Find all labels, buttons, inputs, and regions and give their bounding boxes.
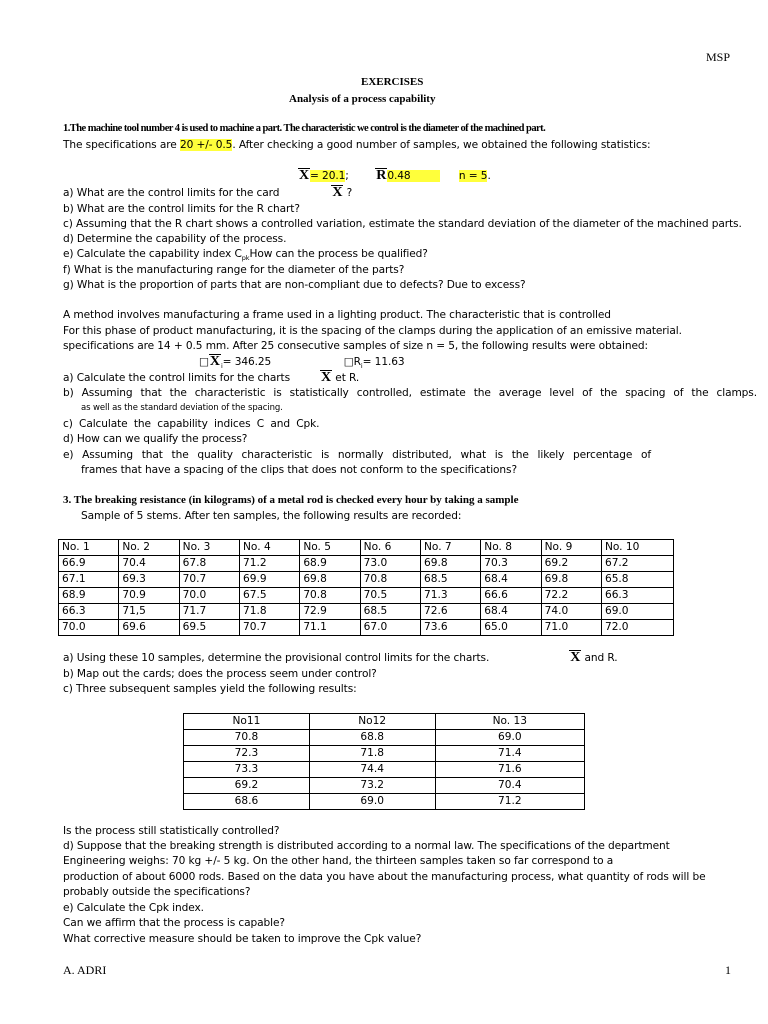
ex3-after-5: probably outside the specifications? [63,886,251,898]
table-header-row [59,540,674,556]
page-subtitle: Analysis of a process capability [289,93,436,105]
ex3-question-a-end: and R. [581,652,618,664]
table-cell: 68.9 [59,588,119,604]
samples-table-1 [58,539,674,636]
table-cell: 69.0 [309,794,435,810]
ex3-after-3: Engineering weighs: 70 kg +/- 5 kg. On the other hand, the thirteen samples taken so far correspond to a [63,855,614,867]
page-title: EXERCISES [361,76,424,88]
xbar-symbol: X [570,650,581,665]
ex1-question-g: g) What is the proportion of parts that are non-compliant due to defects? Due to excess? [63,279,526,291]
table-header-cell: No. 7 [420,540,480,556]
table-header-cell: No. 3 [179,540,239,556]
table-header-cell: No11 [184,714,310,730]
table-cell: 71.2 [435,794,584,810]
ex1-question-e-sub: pk [241,254,250,263]
table-cell: 69.2 [541,556,601,572]
table-cell: 69.9 [239,572,299,588]
page-number: 1 [725,963,731,977]
rbar-symbol: R [376,168,387,183]
ex1-question-a-end: ? [343,187,353,199]
table-cell: 70.7 [239,620,299,636]
xbar-symbol: X [332,185,343,200]
sum-box-glyph: □ [199,356,209,368]
ex2-question-b: b) Assuming that the characteristic is statistically controlled, estimate the average level of the spacing of the clamps. [63,387,757,399]
ex1-spec-after: . After checking a good number of samples, we obtained the following statistics: [232,139,651,151]
ex2-question-c: c) Calculate the capability indices C and Cpk. [63,418,320,430]
table-row [59,604,674,620]
table-header-cell: No. 4 [239,540,299,556]
table-row [184,778,585,794]
table-header-cell: No. 6 [360,540,420,556]
ex3-question-a [63,652,618,664]
table-header-cell: No. 9 [541,540,601,556]
table-cell: 71.7 [179,604,239,620]
table-cell: 70.0 [179,588,239,604]
ex1-question-a-text: a) What are the control limits for the card [63,187,280,199]
ex2-line-1: A method involves manufacturing a frame used in a lighting product. The characteristic that is controlled [63,309,611,321]
table-cell: 66.9 [59,556,119,572]
sum-r-value: = 11.63 [362,356,405,368]
table-cell: 70.8 [184,730,310,746]
table-row [59,572,674,588]
table-cell: 70.4 [119,556,179,572]
table-cell: 69.0 [435,730,584,746]
table-cell: 66.6 [481,588,541,604]
table-cell: 67.2 [601,556,673,572]
ex3-question-b: b) Map out the cards; does the process seem under control? [63,668,377,680]
table-cell: 65.8 [601,572,673,588]
ex2-question-b-small: as well as the standard deviation of the spacing. [81,403,283,413]
ex2-question-e-cont: frames that have a spacing of the clips that does not conform to the specifications? [81,464,517,476]
table-cell: 73.6 [420,620,480,636]
ex1-stat-r-value: 0.48 [387,170,440,182]
sum-x-sub: i [220,362,223,371]
ex3-question-c: c) Three subsequent samples yield the following results: [63,683,357,695]
table-cell: 71.2 [239,556,299,572]
table-cell: 72.3 [184,746,310,762]
sum-r-symbol: R [353,356,361,368]
table-cell: 69.0 [601,604,673,620]
table-cell: 67.5 [239,588,299,604]
ex2-question-e: e) Assuming that the quality characteristic is normally distributed, what is the likely percentage of [63,449,651,461]
ex3-question-a-text: a) Using these 10 samples, determine the provisional control limits for the charts. [63,652,490,664]
ex1-question-e-text: e) Calculate the capability index C [63,248,242,260]
ex1-stat-dot: . [487,170,491,182]
table-cell: 72.9 [300,604,360,620]
table-cell: 70.8 [300,588,360,604]
header-label: MSP [706,50,731,64]
table-row [184,794,585,810]
ex1-stats-line [298,170,491,182]
table-cell: 71.8 [309,746,435,762]
table-header-row [184,714,585,730]
table-cell: 72.2 [541,588,601,604]
ex1-spec-value: 20 +/- 0.5 [179,139,233,151]
table-cell: 67.1 [59,572,119,588]
table-cell: 71.3 [420,588,480,604]
ex2-question-d: d) How can we qualify the process? [63,433,248,445]
table-cell: 68.4 [481,572,541,588]
ex3-after-6: e) Calculate the Cpk index. [63,902,204,914]
table-header-cell: No12 [309,714,435,730]
table-cell: 70.3 [481,556,541,572]
ex2-question-a [63,372,359,384]
table-cell: 71.4 [435,746,584,762]
table-cell: 66.3 [59,604,119,620]
table-row [184,762,585,778]
xbar-symbol: X [209,354,220,369]
table-cell: 68.5 [420,572,480,588]
table-cell: 66.3 [601,588,673,604]
table-cell: 69.2 [184,778,310,794]
table-header-cell: No. 10 [601,540,673,556]
ex1-heading: 1.The machine tool number 4 is used to machine a part. The characteristic we control is the diameter of the machined part. [63,123,546,134]
table-cell: 69.5 [179,620,239,636]
table-cell: 69.8 [541,572,601,588]
ex1-spec-line [63,139,651,151]
table-cell: 69.8 [300,572,360,588]
ex1-spec-before: The specifications are [63,139,180,151]
ex3-after-8: What corrective measure should be taken to improve the Cpk value? [63,933,422,945]
table-row [184,730,585,746]
table-cell: 70.5 [360,588,420,604]
table-cell: 67.0 [360,620,420,636]
xbar-symbol: X [321,370,332,385]
ex1-question-e [63,248,428,262]
table-header-cell: No. 13 [435,714,584,730]
sum-box-glyph: □ [343,356,354,368]
ex3-after-7: Can we affirm that the process is capable? [63,917,285,929]
ex3-heading: 3. The breaking resistance (in kilograms) of a metal rod is checked every hour by taking a sample [63,494,519,506]
ex2-line-3: specifications are 14 + 0.5 mm. After 25 consecutive samples of size n = 5, the following results were obtained: [63,340,648,352]
xbar-symbol: X [299,168,310,183]
table-cell: 68.5 [360,604,420,620]
table-cell: 69.3 [119,572,179,588]
table-cell: 68.4 [481,604,541,620]
table-cell: 70.9 [119,588,179,604]
footer-author: A. ADRI [63,963,107,977]
ex2-sums-line [199,356,405,370]
table-cell: 71.8 [239,604,299,620]
table-cell: 73.2 [309,778,435,794]
table-cell: 69.8 [420,556,480,572]
table-cell: 67.8 [179,556,239,572]
table-row [59,588,674,604]
table-cell: 71.1 [300,620,360,636]
table-cell: 65.0 [481,620,541,636]
ex1-stat-n: n = 5 [458,170,488,182]
ex3-after-4: production of about 6000 rods. Based on the data you have about the manufacturing process, what quantity of rods will be [63,871,706,883]
table-cell: 71.0 [541,620,601,636]
ex1-question-e-text2: How can the process be qualified? [249,248,428,260]
table-cell: 68.9 [300,556,360,572]
sum-r-sub: i [360,362,363,371]
table-header-cell: No. 2 [119,540,179,556]
table-header-cell: No. 8 [481,540,541,556]
table-header-cell: No. 5 [300,540,360,556]
table-cell: 68.6 [184,794,310,810]
table-cell: 70.4 [435,778,584,794]
ex1-stat-x-value: = 20.1 [310,170,346,182]
ex1-question-b: b) What are the control limits for the R chart? [63,203,300,215]
table-cell: 70.7 [179,572,239,588]
table-cell: 68.8 [309,730,435,746]
samples-table-2 [183,713,585,810]
table-row [59,556,674,572]
ex3-line-2: Sample of 5 stems. After ten samples, the following results are recorded: [81,510,462,522]
table-cell: 71.6 [435,762,584,778]
ex2-question-a-end: et R. [332,372,360,384]
ex2-question-a-text: a) Calculate the control limits for the charts [63,372,291,384]
table-cell: 71,5 [119,604,179,620]
table-cell: 70.0 [59,620,119,636]
ex3-after-2: d) Suppose that the breaking strength is distributed according to a normal law. The specifications of the department [63,840,670,852]
ex1-question-a [63,187,352,199]
sum-x-value: = 346.25 [222,356,272,368]
table-cell: 72.6 [420,604,480,620]
table-cell: 69.6 [119,620,179,636]
ex1-stat-sep: ; [345,170,349,182]
table-cell: 73.3 [184,762,310,778]
ex3-after-1: Is the process still statistically controlled? [63,825,280,837]
table-row [184,746,585,762]
ex1-question-f: f) What is the manufacturing range for the diameter of the parts? [63,264,405,276]
table-cell: 74.0 [541,604,601,620]
table-cell: 70.8 [360,572,420,588]
table-row [59,620,674,636]
ex1-question-d: d) Determine the capability of the process. [63,233,287,245]
ex1-question-c: c) Assuming that the R chart shows a controlled variation, estimate the standard deviation of the diameter of the machined parts. [63,218,742,230]
ex2-line-2: For this phase of product manufacturing, it is the spacing of the clamps during the application of an emissive material. [63,325,682,337]
table-cell: 72.0 [601,620,673,636]
table-header-cell: No. 1 [59,540,119,556]
table-cell: 73.0 [360,556,420,572]
table-cell: 74.4 [309,762,435,778]
